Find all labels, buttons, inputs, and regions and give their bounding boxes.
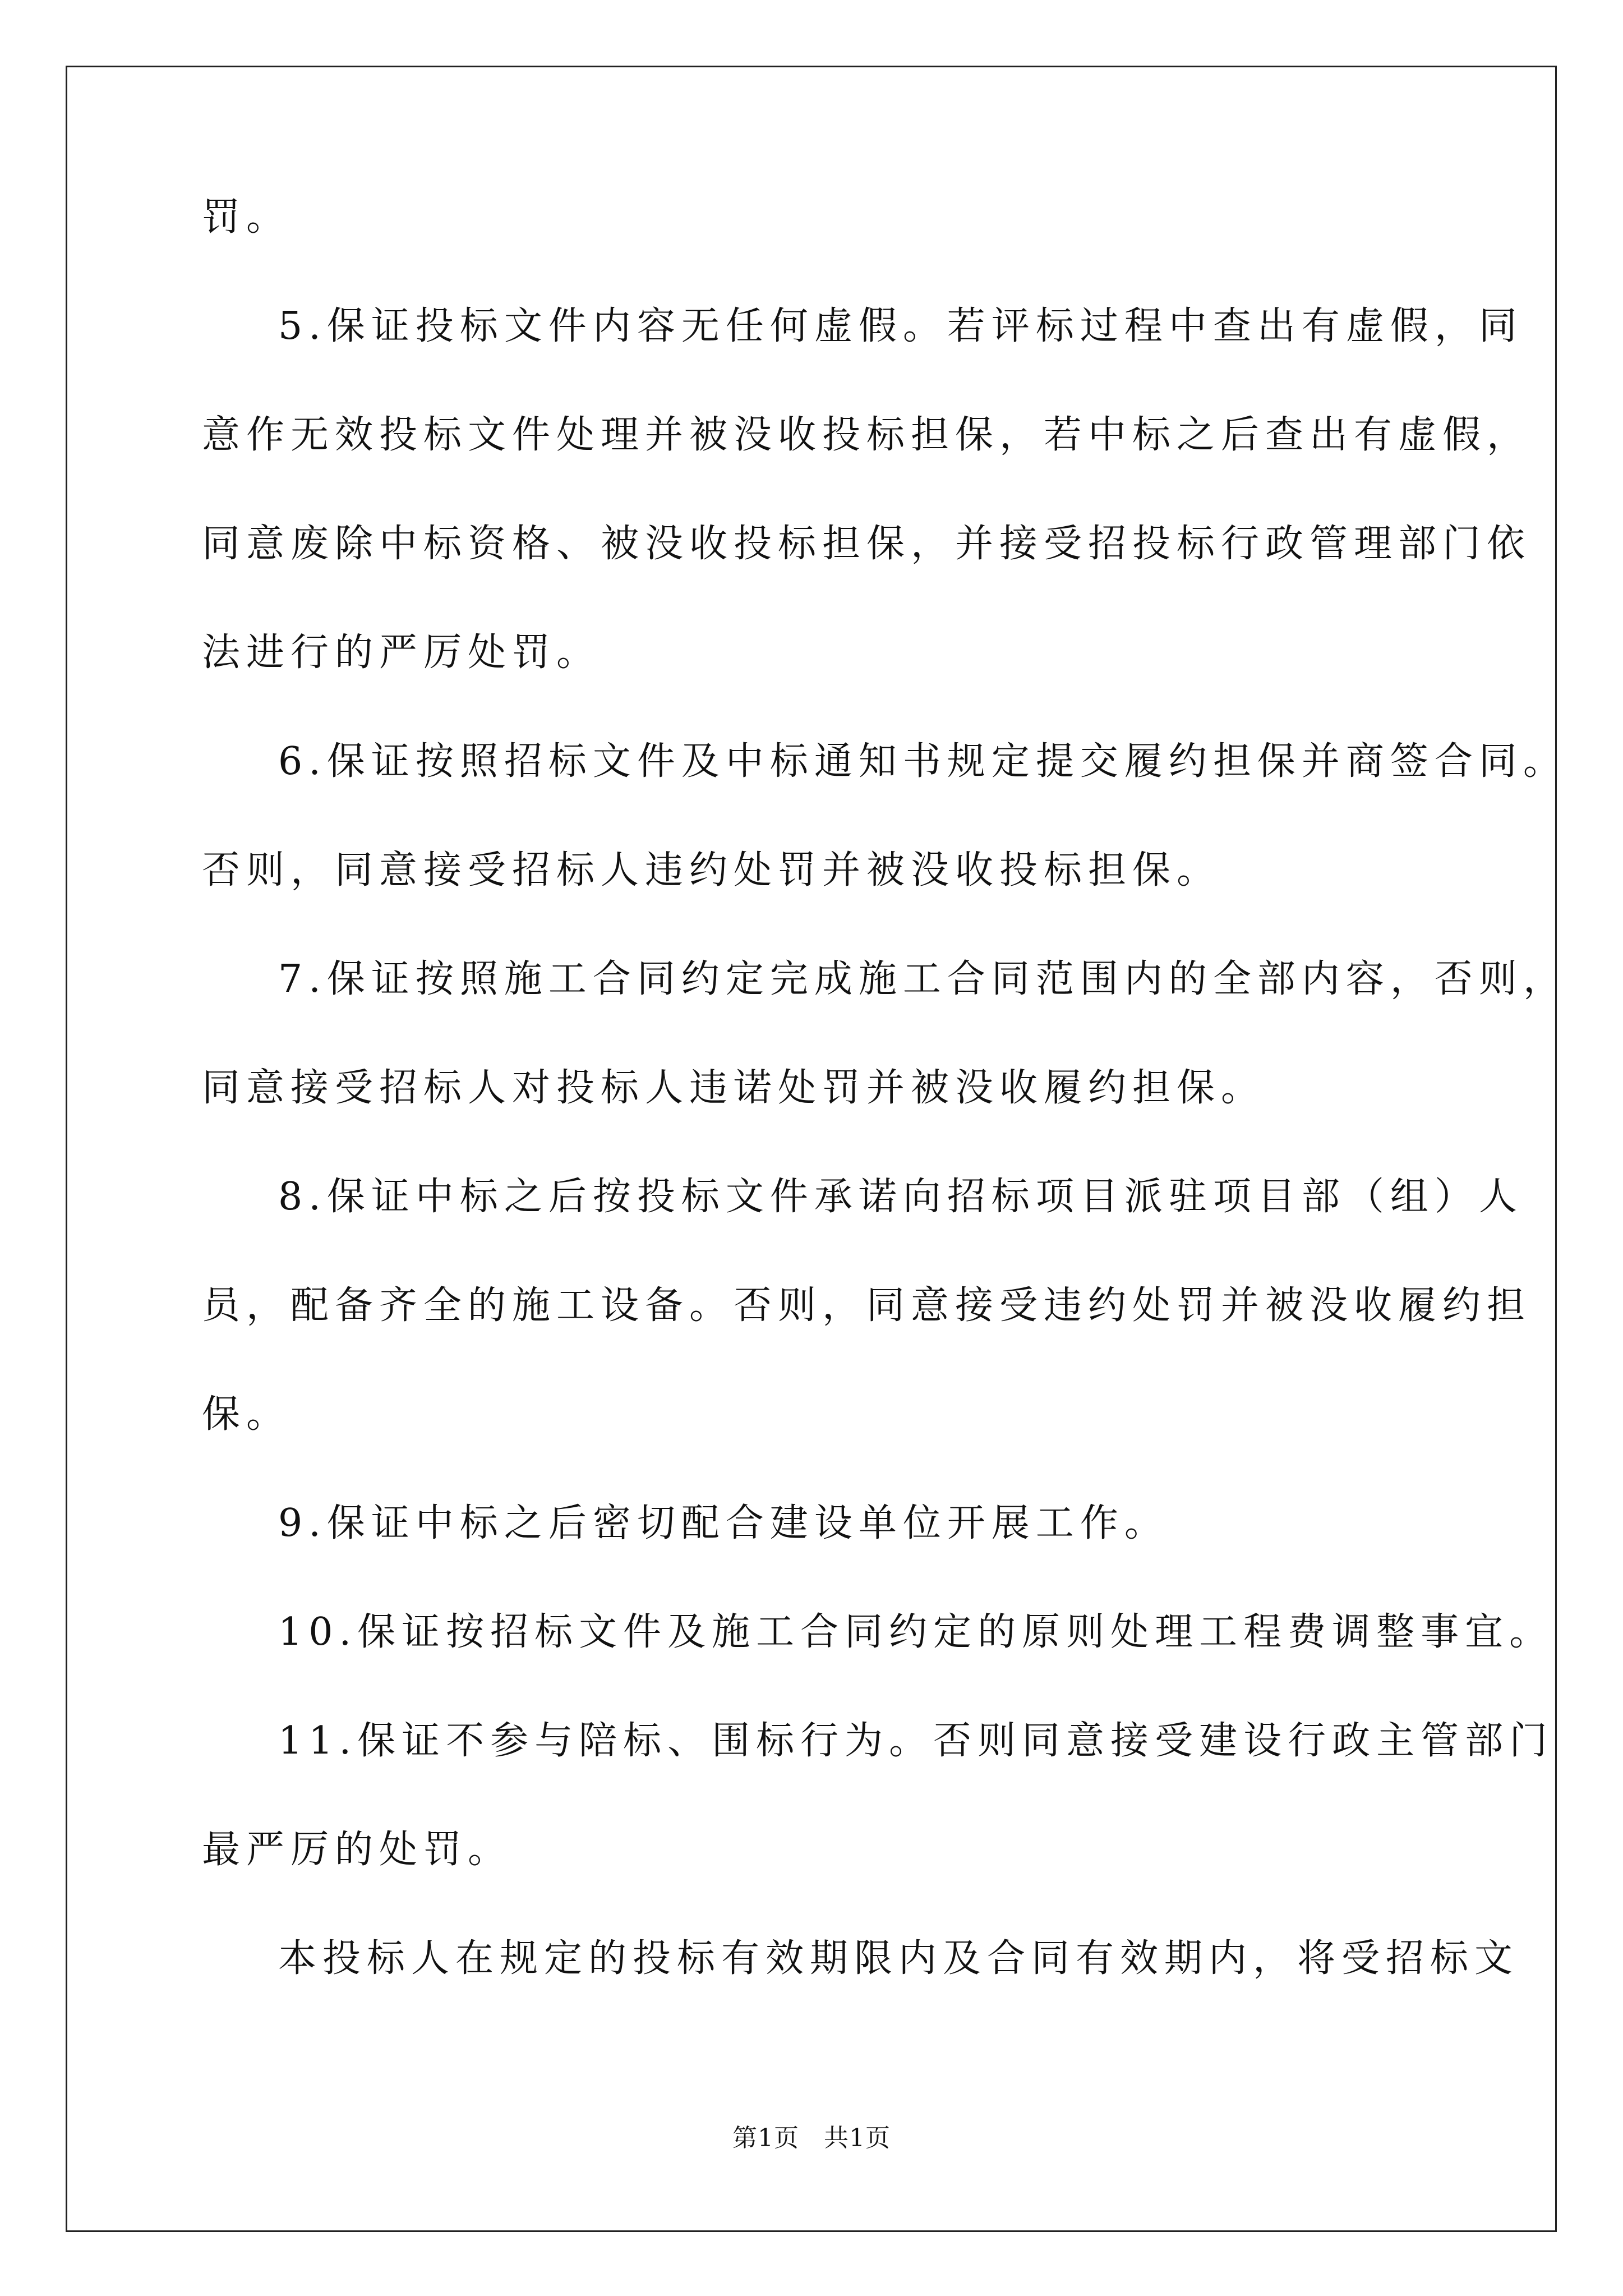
closing-paragraph-line-1: 本投标人在规定的投标有效期限内及合同有效期内，将受招标文 [278, 1936, 1519, 1981]
clause-8-line-1: 8.保证中标之后按投标文件承诺向招标项目派驻项目部（组）人 [278, 1175, 1523, 1219]
clause-11-line-1: 11.保证不参与陪标、围标行为。否则同意接受建设行政主管部门 [278, 1719, 1554, 1763]
page-number-current: 第1页 [732, 2124, 799, 2152]
clause-6-line-2: 否则，同意接受招标人违约处罚并被没收投标担保。 [202, 848, 1221, 892]
clause-9-line-1: 9.保证中标之后密切配合建设单位开展工作。 [278, 1501, 1169, 1545]
clause-7-line-2: 同意接受招标人对投标人违诺处罚并被没收履约担保。 [202, 1066, 1266, 1110]
text-line: 罚。 [202, 195, 291, 240]
clause-11-line-2: 最严厉的处罚。 [202, 1828, 513, 1872]
clause-6-line-1: 6.保证按照招标文件及中标通知书规定提交履约担保并商签合同。 [278, 739, 1567, 784]
clause-8-line-3: 保。 [202, 1392, 291, 1437]
clause-5-line-1: 5.保证投标文件内容无任何虚假。若评标过程中查出有虚假，同 [278, 304, 1523, 348]
clause-7-line-1: 7.保证按照施工合同约定完成施工合同范围内的全部内容，否则， [278, 957, 1567, 1001]
clause-10-line-1: 10.保证按招标文件及施工合同约定的原则处理工程费调整事宜。 [278, 1610, 1554, 1654]
clause-5-line-4: 法进行的严厉处罚。 [202, 631, 601, 675]
clause-5-line-3: 同意废除中标资格、被没收投标担保，并接受招投标行政管理部门依 [202, 522, 1532, 566]
page-number-total: 共1页 [824, 2124, 891, 2152]
page-footer [0, 2122, 1623, 2155]
clause-5-line-2: 意作无效投标文件处理并被没收投标担保，若中标之后查出有虚假， [202, 413, 1532, 457]
clause-8-line-2: 员，配备齐全的施工设备。否则，同意接受违约处罚并被没收履约担 [202, 1283, 1532, 1328]
page-border [66, 66, 1557, 2232]
